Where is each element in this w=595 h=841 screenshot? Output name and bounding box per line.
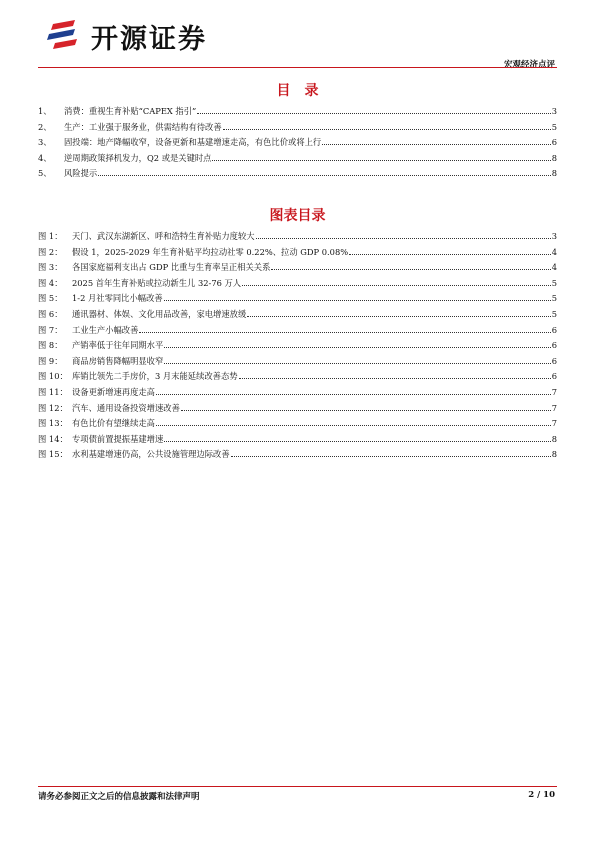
figure-entry-number: 图 4： [38,277,63,288]
figure-entry[interactable] [38,325,557,335]
toc-entry-page: 8 [551,168,557,179]
figure-entry[interactable] [38,418,557,428]
toc-entry-title: 逆周期政策择机发力，Q2 或是关键时点 [64,152,212,163]
dot-leader [156,424,551,426]
figure-entry-title: 1-2 月社零同比小幅改善 [72,293,163,304]
figure-entry-number: 图 1： [38,231,63,241]
figure-entry[interactable] [38,262,557,272]
dot-leader [212,159,550,161]
toc-entry-number: 1、 [38,106,52,116]
figure-entry-title: 各国家庭福利支出占 GDP 比重与生育率呈正相关关系 [72,262,271,273]
dot-leader [349,253,551,255]
figure-entry-title: 2025 首年生育补贴或拉动新生儿 32-76 万人 [72,277,242,288]
toc-entry-title: 风险提示 [64,168,98,179]
figure-entry-number: 图 8： [38,340,63,351]
figure-entry-number: 图 12： [38,402,68,413]
disclaimer-note: 请务必参阅正文之后的信息披露和法律声明 [38,792,200,802]
figure-entry-page: 6 [551,355,557,366]
toc-entry[interactable] [38,137,557,147]
figure-entry-title: 通讯器材、体娱、文化用品改善，家电增速放缓 [72,308,247,319]
figure-entry[interactable] [38,309,557,319]
figure-entry-title: 水利基建增速仍高，公共设施管理边际改善 [72,449,230,460]
dot-leader [271,268,550,270]
dot-leader [247,315,550,317]
figure-entry-title: 工业生产小幅改善 [72,324,139,335]
toc-entry[interactable] [38,106,557,116]
header-divider [38,67,557,68]
toc-entry-title: 消费：重视生育补贴“CAPEX 指引” [64,106,197,116]
figure-entry-page: 5 [551,277,557,288]
figure-entry[interactable] [38,387,557,397]
toc-entry-number: 3、 [38,137,52,148]
figure-entry-page: 7 [551,386,557,397]
figure-entry-page: 4 [551,262,557,273]
figure-entry-number: 图 11： [38,386,68,397]
figure-entry[interactable] [38,449,557,459]
dot-leader [197,112,550,114]
figure-entry-title: 产销率低于往年同期水平 [72,340,164,351]
figure-entry-title: 库销比领先二手房价，3 月末能延续改善态势 [72,371,238,382]
figure-entry-page: 8 [551,433,557,444]
figure-entry-number: 图 14： [38,433,68,444]
dot-leader [156,393,551,395]
figure-entry-page: 8 [551,449,557,460]
figure-entry-page: 6 [551,371,557,382]
dot-leader [164,299,551,301]
toc-entry-page: 6 [551,137,557,148]
dot-leader [164,362,550,364]
toc-entry-number: 2、 [38,121,52,132]
figure-entry-title: 汽车、通用设备投资增速改善 [72,402,180,413]
figure-entry-page: 6 [551,340,557,351]
logo-mark-icon [45,18,85,54]
dot-leader [239,377,551,379]
toc-entry[interactable] [38,122,557,132]
figure-entry[interactable] [38,340,557,350]
contents-list [38,106,557,184]
report-type-label: 宏观经济点评 [503,60,555,70]
toc-entry[interactable] [38,168,557,178]
figure-entry-page: 7 [551,402,557,413]
contents-title: 目 录 [276,83,319,99]
figure-entry-title: 天门、武汉东湖新区、呼和浩特生育补贴力度较大 [72,231,255,241]
figure-entry-title: 假设 1，2025-2029 年生育补贴平均拉动社零 0.22%、拉动 GDP 0.08% [72,246,349,257]
figures-list [38,231,557,465]
dot-leader [164,440,550,442]
toc-entry-page: 3 [551,106,557,116]
figure-entry[interactable] [38,247,557,257]
figure-entry-title: 商品房销售降幅明显收窄 [72,355,164,366]
figure-entry-page: 5 [551,308,557,319]
figure-entry-number: 图 13： [38,418,68,429]
figure-entry[interactable] [38,278,557,288]
figure-entry-title: 设备更新增速再度走高 [72,386,155,397]
dot-leader [98,174,551,176]
figure-entry-number: 图 5： [38,293,63,304]
figure-entry[interactable] [38,403,557,413]
figure-entry[interactable] [38,356,557,366]
figure-entry-number: 图 6： [38,308,63,319]
dot-leader [164,346,550,348]
figures-title: 图表目录 [269,208,326,224]
figure-entry[interactable] [38,293,557,303]
page-number: 2 / 10 [528,790,555,800]
figure-entry-title: 专项债前置提振基建增速 [72,433,164,444]
figure-entry-page: 3 [551,231,557,241]
figure-entry[interactable] [38,434,557,444]
toc-entry-page: 5 [551,121,557,132]
figure-entry-page: 6 [551,324,557,335]
figure-entry-page: 4 [551,246,557,257]
dot-leader [256,237,551,239]
figure-entry[interactable] [38,371,557,381]
figure-entry-title: 有色比价有望继续走高 [72,418,155,429]
figure-entry-number: 图 7： [38,324,63,335]
toc-entry-title: 固投端：地产降幅收窄，设备更新和基建增速走高，有色比价或将上行 [64,137,322,148]
dot-leader [223,128,551,130]
figure-entry-number: 图 2： [38,246,63,257]
toc-entry-title: 生产：工业强于服务业，供需结构有待改善 [64,121,222,132]
dot-leader [242,284,551,286]
toc-entry[interactable] [38,153,557,163]
logo-text: 开源证券 [91,23,207,55]
dot-leader [322,143,551,145]
figure-entry-number: 图 15： [38,449,68,460]
figure-entry-number: 图 10： [38,371,68,382]
figure-entry-number: 图 3： [38,262,63,273]
dot-leader [139,331,550,333]
toc-entry-page: 8 [551,152,557,163]
figure-entry-page: 5 [551,293,557,304]
company-logo [45,15,207,57]
toc-entry-number: 4、 [38,152,52,163]
toc-entry-number: 5、 [38,168,52,179]
figure-entry-number: 图 9： [38,355,63,366]
dot-leader [231,455,551,457]
figure-entry[interactable] [38,231,557,241]
figure-entry-page: 7 [551,418,557,429]
dot-leader [181,409,551,411]
footer-divider [38,786,557,787]
